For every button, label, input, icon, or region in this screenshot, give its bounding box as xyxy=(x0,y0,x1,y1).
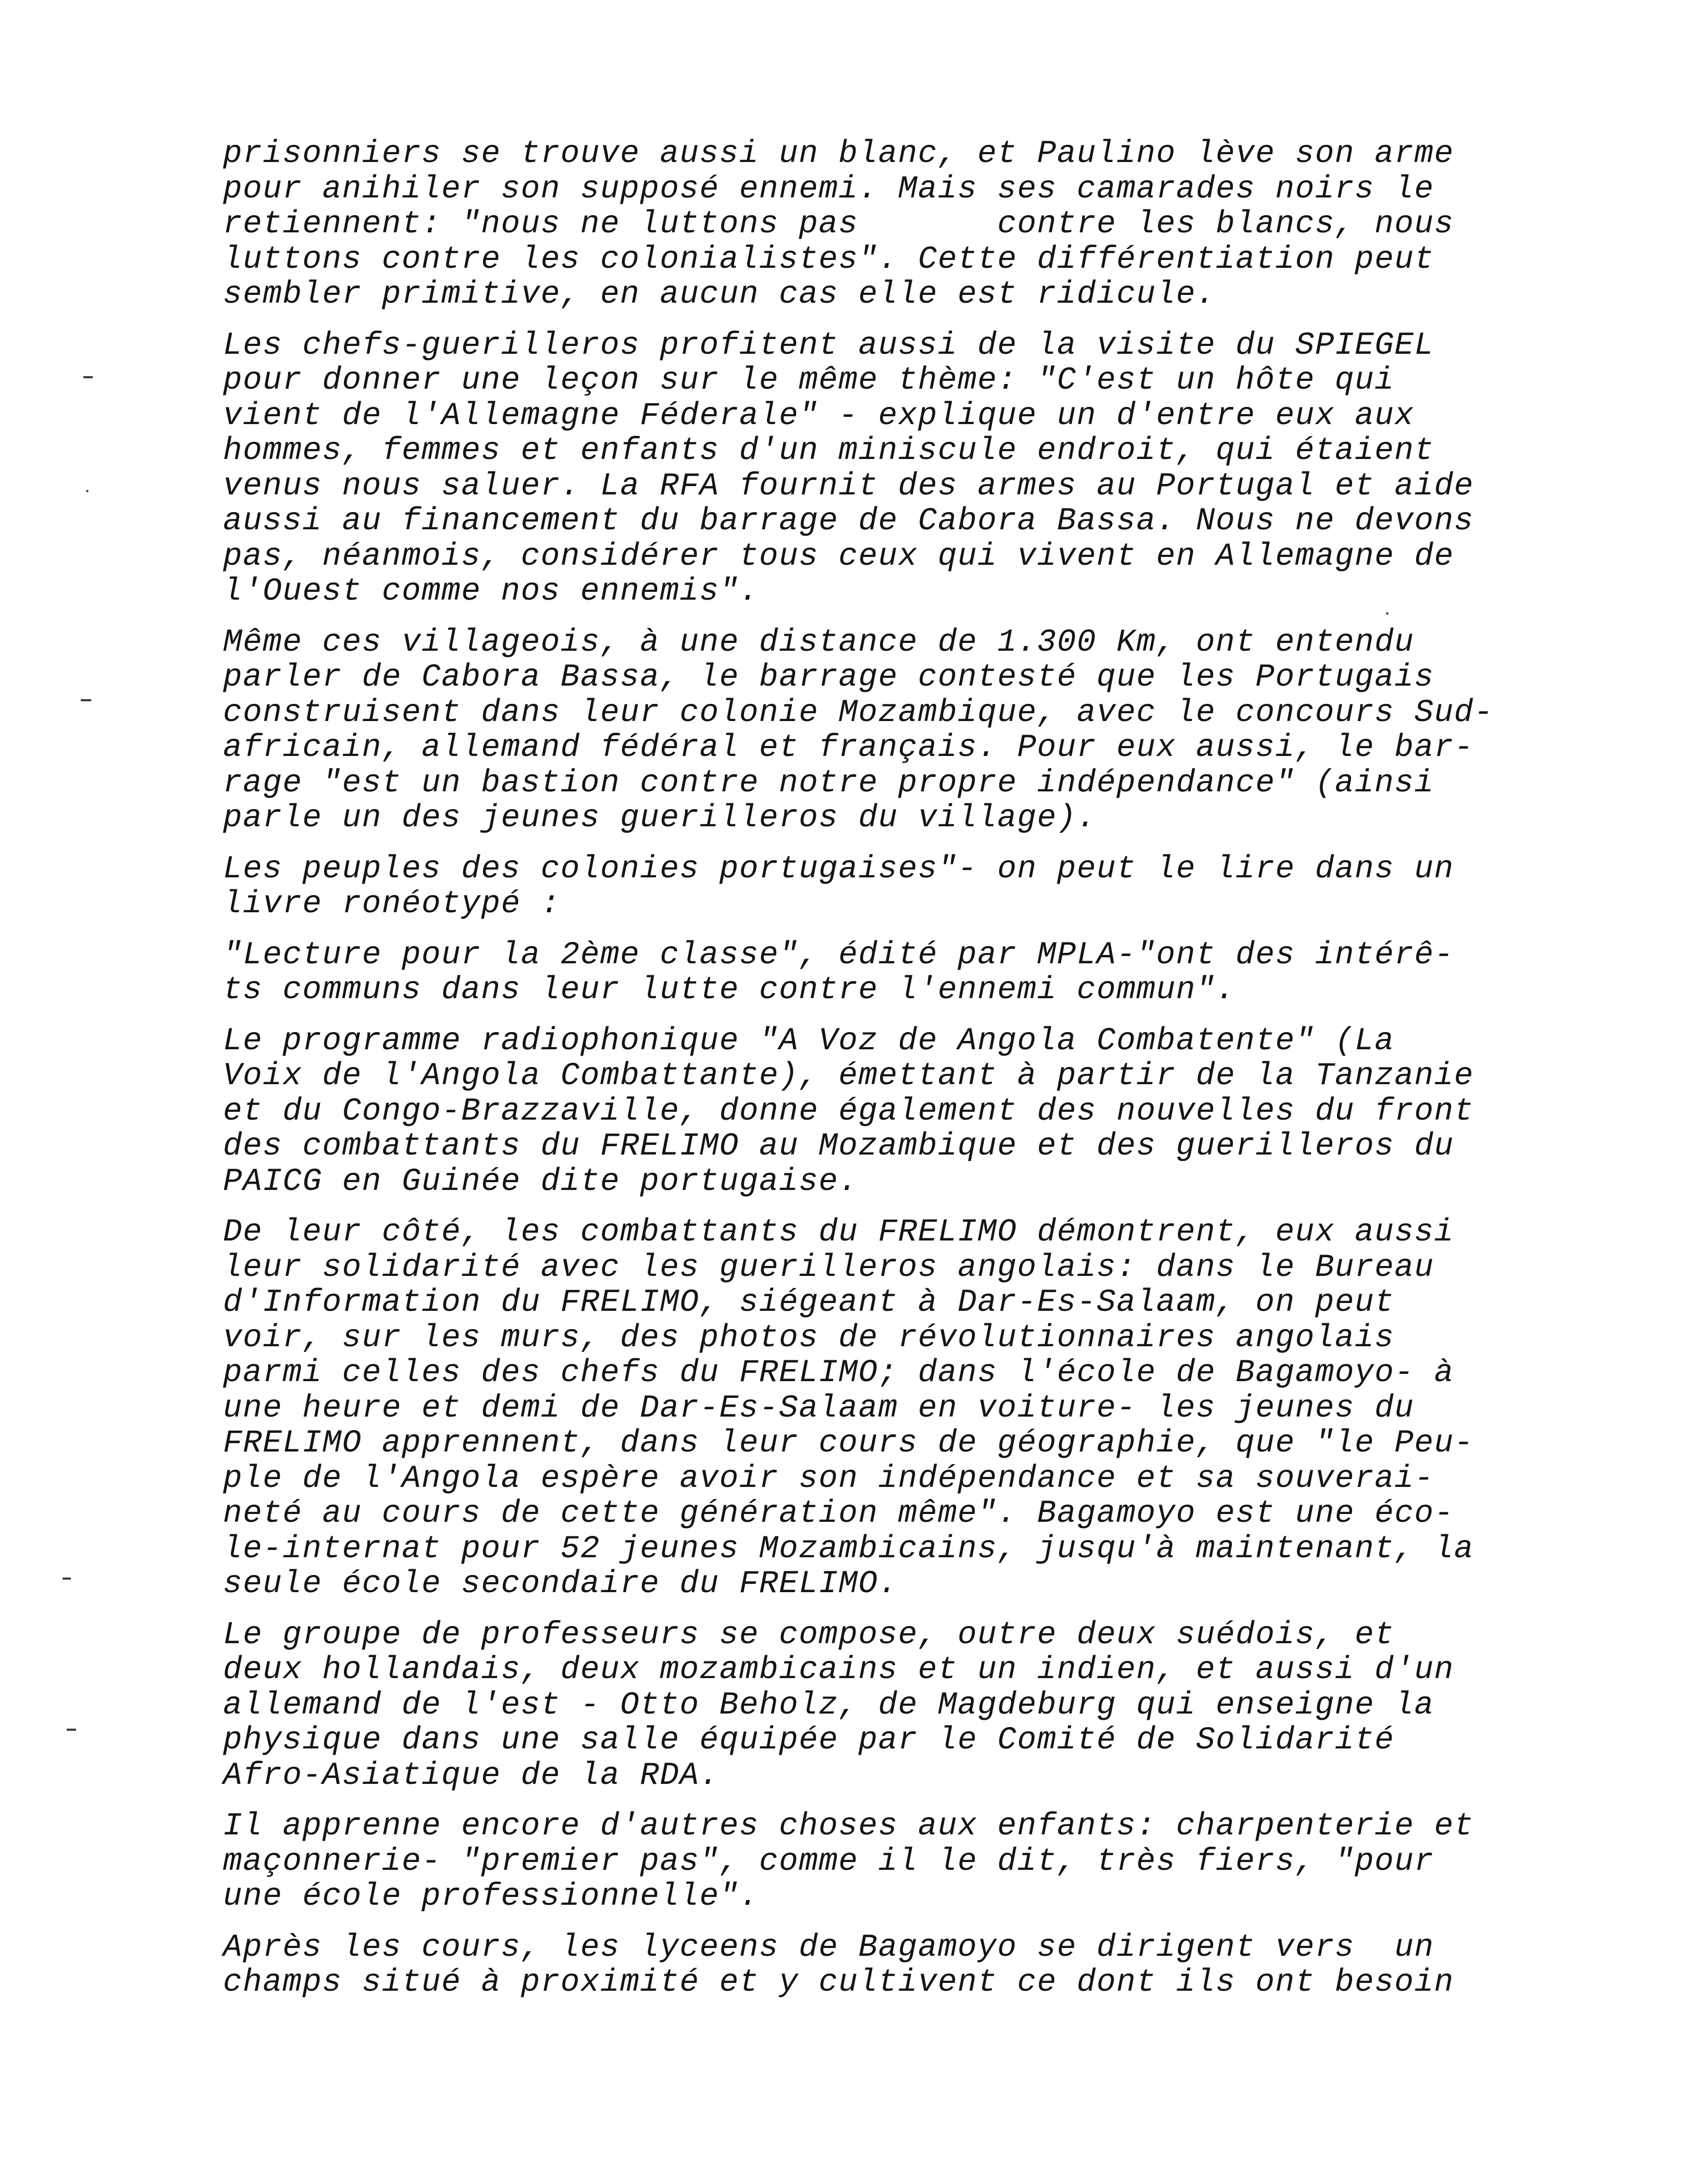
paragraph xyxy=(223,1618,1526,1794)
text-line: rage "est un bastion contre notre propre indépendance" (ainsi xyxy=(223,765,1434,801)
text-line: allemand de l'est - Otto Beholz, de Magdeburg qui enseigne la xyxy=(223,1687,1434,1723)
paragraph xyxy=(223,1930,1526,2001)
paragraph xyxy=(223,1809,1526,1915)
margin-mark xyxy=(81,699,91,701)
text-line: d'Information du FRELIMO, siégeant à Dar-Es-Salaam, on peut xyxy=(223,1285,1395,1321)
paragraph xyxy=(223,1215,1526,1602)
text-line: Afro-Asiatique de la RDA. xyxy=(223,1757,720,1794)
text-line: Même ces villageois, à une distance de 1.300 Km, ont entendu xyxy=(223,624,1415,661)
text-line: Voix de l'Angola Combattante), émettant à partir de la Tanzanie xyxy=(223,1058,1474,1094)
text-line: physique dans une salle équipée par le Comité de Solidarité xyxy=(223,1722,1395,1758)
paragraph xyxy=(223,938,1526,1008)
text-line: "Lecture pour la 2ème classe", édité par MPLA-"ont des intérê- xyxy=(223,937,1454,973)
text-line: livre ronéotypé : xyxy=(223,886,561,922)
margin-speck xyxy=(86,490,89,492)
text-line: luttons contre les colonialistes". Cette différentiation peut xyxy=(223,241,1434,278)
text-line: champs situé à proximité et y cultivent ce dont ils ont besoin xyxy=(223,1965,1454,2001)
text-line: PAICG en Guinée dite portugaise. xyxy=(223,1163,859,1200)
text-line: pour anihiler son supposé ennemi. Mais ses camarades noirs le xyxy=(223,171,1434,207)
text-line: Les peuples des colonies portugaises"- on peut le lire dans un xyxy=(223,851,1454,887)
text-line: seule école secondaire du FRELIMO. xyxy=(223,1566,898,1602)
margin-mark xyxy=(63,1578,71,1580)
text-line: deux hollandais, deux mozambicains et un indien, et aussi d'un xyxy=(223,1652,1454,1688)
text-line: FRELIMO apprennent, dans leur cours de géographie, que "le Peu- xyxy=(223,1425,1474,1461)
text-line: une heure et demi de Dar-Es-Salaam en voiture- les jeunes du xyxy=(223,1390,1415,1426)
text-line: parle un des jeunes guerilleros du village). xyxy=(223,800,1097,836)
text-line: maçonnerie- "premier pas", comme il le dit, très fiers, "pour xyxy=(223,1843,1434,1880)
paragraph xyxy=(223,328,1526,610)
paragraph xyxy=(223,136,1526,313)
paragraph xyxy=(223,1024,1526,1200)
text-line: De leur côté, les combattants du FRELIMO démontrent, eux aussi xyxy=(223,1214,1454,1250)
paragraph xyxy=(223,852,1526,922)
margin-mark xyxy=(67,1729,76,1731)
text-line: et du Congo-Brazzaville, donne également des nouvelles du front xyxy=(223,1093,1474,1130)
text-line: pour donner une leçon sur le même thème: "C'est un hôte qui xyxy=(223,363,1395,399)
text-line: ple de l'Angola espère avoir son indépendance et sa souverai- xyxy=(223,1460,1434,1497)
text-line: vient de l'Allemagne Féderale" - explique un d'entre eux aux xyxy=(223,398,1415,434)
text-line: Il apprenne encore d'autres choses aux enfants: charpenterie et xyxy=(223,1808,1474,1844)
text-line: neté au cours de cette génération même". Bagamoyo est une éco- xyxy=(223,1496,1454,1532)
paragraph xyxy=(223,625,1526,836)
text-line: venus nous saluer. La RFA fournit des armes au Portugal et aide xyxy=(223,468,1474,504)
text-line: Les chefs-guerilleros profitent aussi de la visite du SPIEGEL xyxy=(223,327,1434,364)
text-line: ts communs dans leur lutte contre l'ennemi commun". xyxy=(223,972,1236,1008)
text-line: retiennent: "nous ne luttons pas contre les blancs, nous xyxy=(223,206,1454,242)
text-line: sembler primitive, en aucun cas elle est ridicule. xyxy=(223,277,1216,313)
text-line: Le groupe de professeurs se compose, outre deux suédois, et xyxy=(223,1617,1395,1653)
text-line: des combattants du FRELIMO au Mozambique et des guerilleros du xyxy=(223,1128,1454,1164)
text-line: parler de Cabora Bassa, le barrage contesté que les Portugais xyxy=(223,660,1434,696)
text-line: parmi celles des chefs du FRELIMO; dans l'école de Bagamoyo- à xyxy=(223,1355,1454,1391)
margin-mark xyxy=(83,376,93,378)
text-line: Après les cours, les lyceens de Bagamoyo se dirigent vers un xyxy=(223,1929,1434,1966)
text-line: aussi au financement du barrage de Cabora Bassa. Nous ne devons xyxy=(223,503,1474,539)
text-line: une école professionnelle". xyxy=(223,1879,759,1915)
document-body xyxy=(223,136,1526,2016)
text-line: prisonniers se trouve aussi un blanc, et Paulino lève son arme xyxy=(223,136,1454,172)
text-line: pas, néanmois, considérer tous ceux qui vivent en Allemagne de xyxy=(223,538,1454,575)
text-line: construisent dans leur colonie Mozambique, avec le concours Sud- xyxy=(223,694,1494,731)
text-line: leur solidarité avec les guerilleros angolais: dans le Bureau xyxy=(223,1249,1434,1286)
text-line: l'Ouest comme nos ennemis". xyxy=(223,574,759,610)
text-line: le-internat pour 52 jeunes Mozambicains, jusqu'à maintenant, la xyxy=(223,1531,1474,1567)
text-line: hommes, femmes et enfants d'un miniscule endroit, qui étaient xyxy=(223,433,1434,469)
text-line: Le programme radiophonique "A Voz de Angola Combatente" (La xyxy=(223,1023,1395,1059)
text-line: africain, allemand fédéral et français. Pour eux aussi, le bar- xyxy=(223,730,1474,766)
text-line: voir, sur les murs, des photos de révolutionnaires angolais xyxy=(223,1320,1395,1356)
